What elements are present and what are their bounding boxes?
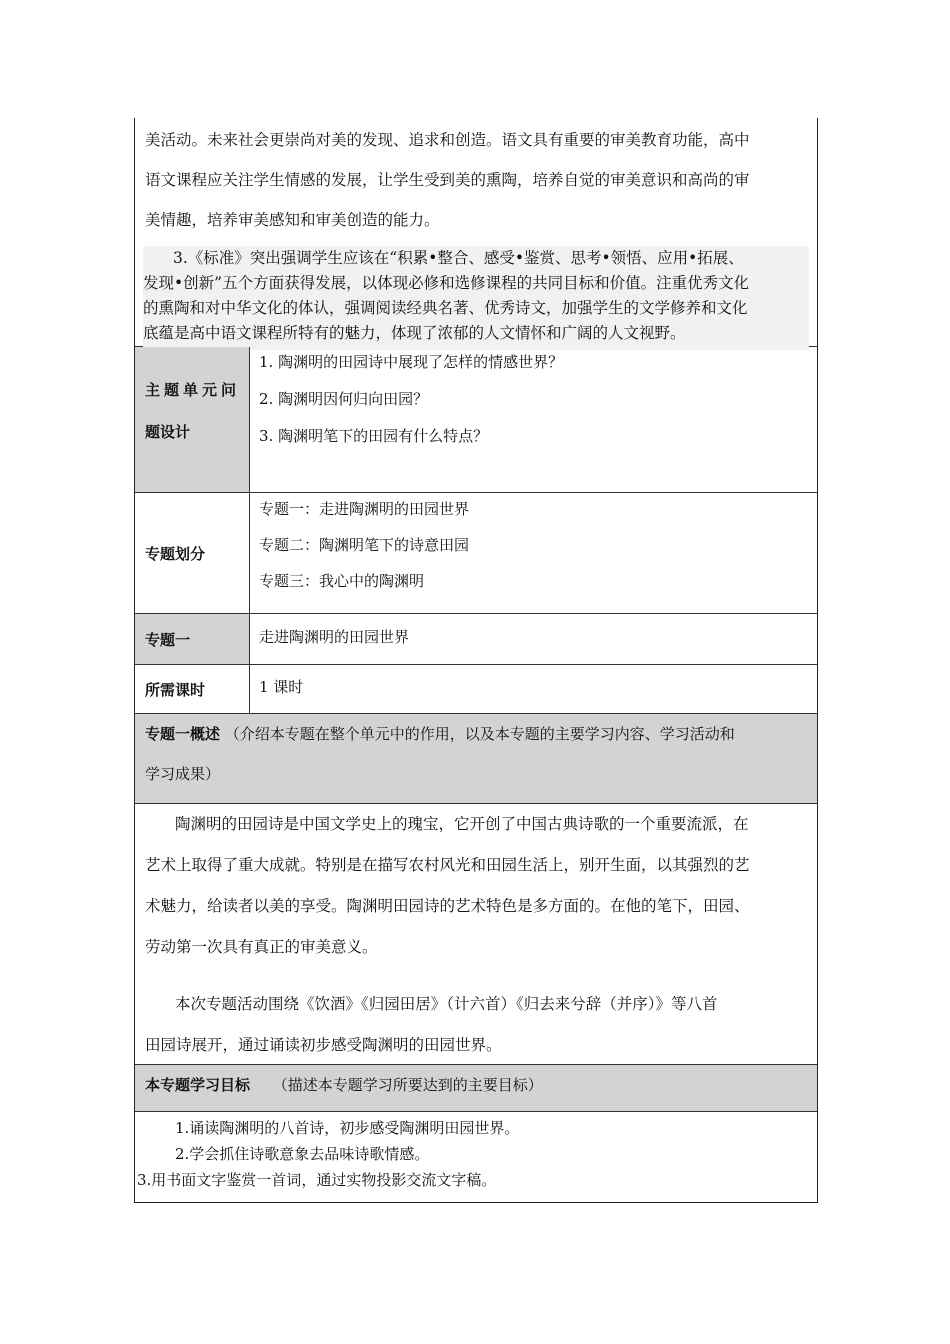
questions-list (250, 347, 817, 492)
question-item: 1. 陶渊明的田园诗中展现了怎样的情感世界？ (259, 353, 564, 371)
point3-line: 3.《标准》突出强调学生应该在“积累•整合、感受•鉴赏、思考•领悟、应用•拓展、 (173, 249, 744, 267)
overview-line: 陶渊明的田园诗是中国文学史上的瑰宝，它开创了中国古典诗歌的一个重要流派，在 (175, 815, 749, 833)
overview-line: 本次专题活动围绕《饮酒》《归园田居》（计六首）《归去来兮辞（并序）》等八首 (175, 995, 718, 1013)
topics-label: 专题划分 (135, 493, 250, 613)
overview-header (135, 714, 817, 803)
overview-line: 术魅力，给读者以美的享受。陶渊明田园诗的艺术特色是多方面的。在他的笔下，田园、 (145, 897, 750, 915)
objectives-title: 本专题学习目标 (145, 1076, 251, 1094)
objectives-body-row (135, 1111, 817, 1202)
overview-body (135, 804, 817, 1064)
questions-label (135, 347, 250, 492)
objective-item: 1.诵读陶渊明的八首诗，初步感受陶渊明田园世界。 (175, 1119, 520, 1137)
topic1-label: 专题一 (135, 614, 250, 664)
questions-label-line1: 主题单元问 (145, 381, 241, 399)
overview-header-row (135, 713, 817, 803)
overview-line: 田园诗展开，通过诵读初步感受陶渊明的田园世界。 (145, 1036, 502, 1054)
topic1-value: 走进陶渊明的田园世界 (259, 627, 410, 646)
intro-line: 语文课程应关注学生情感的发展，让学生受到美的熏陶，培养自觉的审美意识和高尚的审 (145, 171, 750, 189)
overview-note-line2: 学习成果） (145, 765, 221, 783)
overview-line: 艺术上取得了重大成就。特别是在描写农村风光和田园生活上，别开生面，以其强烈的艺 (145, 856, 750, 874)
topic-item: 专题三：我心中的陶渊明 (259, 572, 425, 590)
objectives-header (135, 1065, 817, 1111)
lesson-plan-table (134, 118, 818, 1203)
standard-point-3 (143, 246, 809, 350)
overview-note-line1: （介绍本专题在整个单元中的作用，以及本专题的主要学习内容、学习活动和 (224, 725, 735, 743)
question-item: 3. 陶渊明笔下的田园有什么特点？ (259, 427, 489, 445)
question-item: 2. 陶渊明因何归向田园？ (259, 390, 429, 408)
objective-item: 2.学会抓住诗歌意象去品味诗歌情感。 (175, 1145, 430, 1163)
topics-row (135, 492, 817, 613)
topics-list (250, 493, 817, 613)
hours-value: 1 课时 (259, 677, 304, 696)
intro-text (135, 120, 817, 240)
point3-line: 的熏陶和对中华文化的体认，强调阅读经典名著、优秀诗文，加强学生的文学修养和文化 (143, 299, 748, 317)
hours-row (135, 664, 817, 713)
objective-item: 3.用书面文字鉴赏一首词，通过实物投影交流文字稿。 (137, 1171, 497, 1189)
hours-label: 所需课时 (135, 665, 250, 713)
topic-item: 专题一：走进陶渊明的田园世界 (259, 500, 470, 518)
intro-row (135, 118, 817, 346)
point3-line: 底蕴是高中语文课程所特有的魅力，体现了浓郁的人文情怀和广阔的人文视野。 (143, 324, 686, 342)
questions-label-line2: 题设计 (145, 423, 191, 441)
point3-line: 发现•创新”五个方面获得发展，以体现必修和选修课程的共同目标和价值。注重优秀文化 (143, 274, 750, 292)
topic-item: 专题二：陶渊明笔下的诗意田园 (259, 536, 470, 554)
questions-row (135, 346, 817, 492)
overview-title: 专题一概述 (145, 725, 221, 743)
intro-line: 美情趣，培养审美感知和审美创造的能力。 (145, 211, 440, 229)
objectives-list (135, 1112, 817, 1202)
intro-line: 美活动。未来社会更崇尚对美的发现、追求和创造。语文具有重要的审美教育功能，高中 (145, 131, 750, 149)
objectives-note: （描述本专题学习所要达到的主要目标） (272, 1076, 543, 1094)
overview-body-row (135, 803, 817, 1064)
overview-line: 劳动第一次具有真正的审美意义。 (145, 938, 378, 956)
objectives-header-row (135, 1064, 817, 1111)
topic1-row (135, 613, 817, 664)
